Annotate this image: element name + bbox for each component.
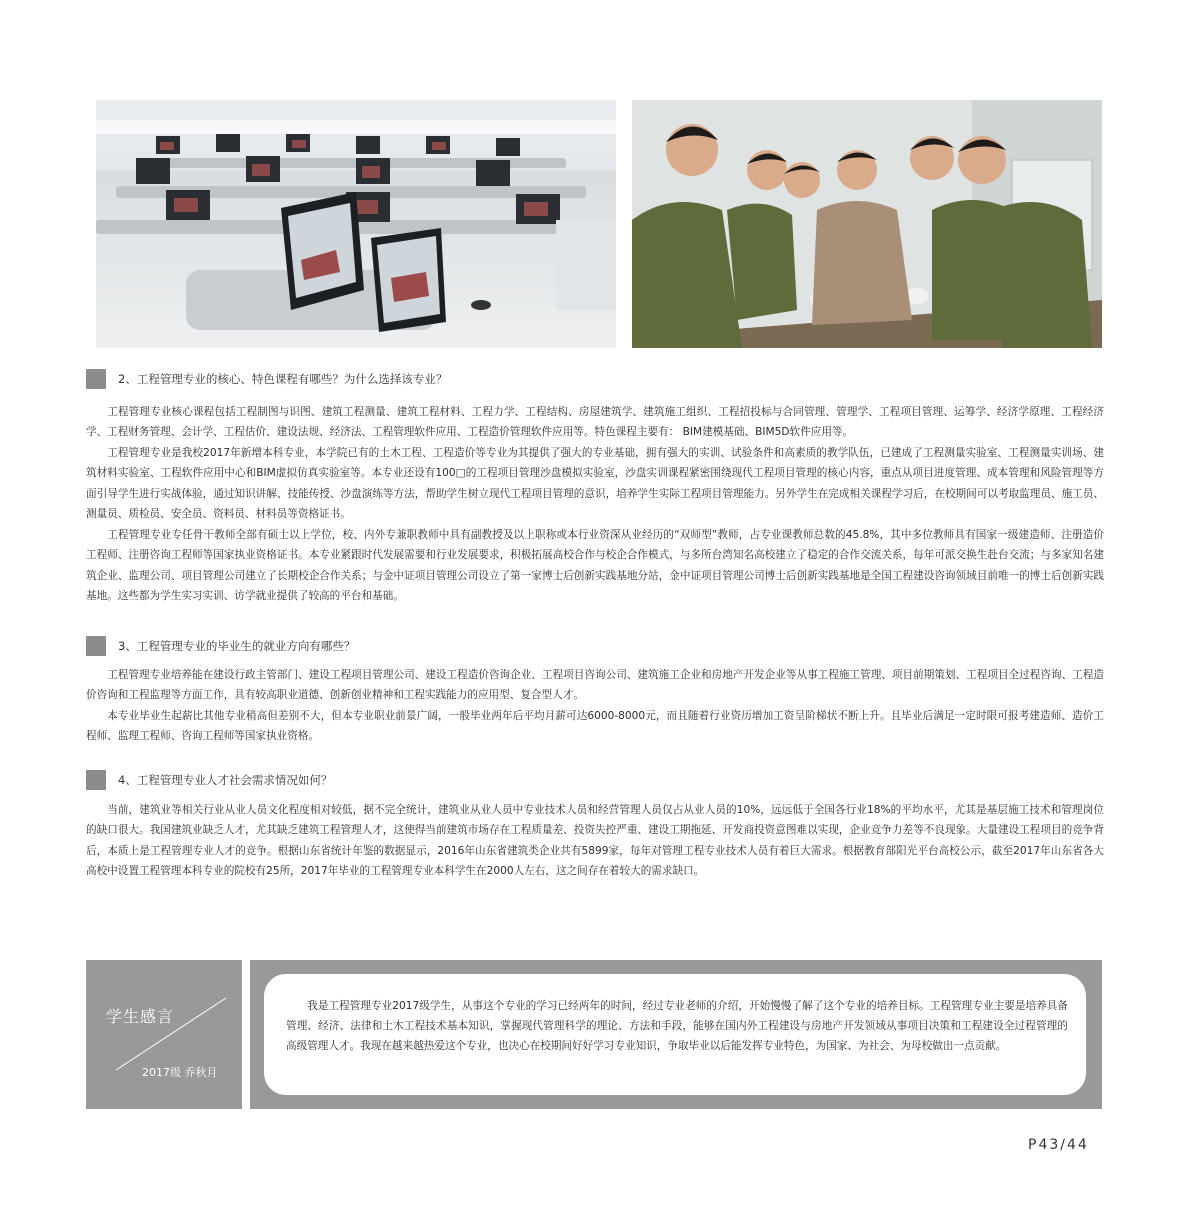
testimonial-card <box>264 974 1086 1095</box>
students-teacher-photo <box>632 100 1102 348</box>
paragraph: 工程管理专业培养能在建设行政主管部门、建设工程项目管理公司、建设工程造价咨询企业、工程项目咨询公司、建筑施工企业和房地产开发企业等从事工程施工管理、项目前期策划、工程项目全过程咨询、工程造价咨询和工程监理等方面工作，具有较高职业道德、创新创业精神和工程实践能力的应用型、复合型人才。 <box>86 669 1104 702</box>
section-marker <box>86 369 106 389</box>
page-number: P43/44 <box>1028 1137 1089 1153</box>
diagonal-slash-decoration <box>86 960 242 1109</box>
paragraph: 当前，建筑业等相关行业从业人员文化程度相对较低，据不完全统计，建筑业从业人员中专业技术人员和经营管理人员仅占从业人员的10%，远远低于全国各行业18%的平均水平，尤其是基层施工技术和管理岗位的缺口很大。我国建筑业缺乏人才，尤其缺乏建筑工程管理人才，这使得当前建筑市场存在工程质量差、投资失控严重、建设工期拖延、开发商投资意图难以实现，企业竞争力差等不良现象。大量建设工程项目的竞争背后，本质上是工程管理专业人才的竞争。根据山东省统计年鉴的数据显示，2016年山东省建筑类企业共有5899家，每年对管理工程专业技术人员有着巨大需求。根据教育部阳光平台高校公示，截至2017年山东省各大高校中设置工程管理本科专业的院校有25所，2017年毕业的工程管理专业本科学生在2000人左右，这之间存在着较大的需求缺口。 <box>86 804 1104 878</box>
section-heading <box>86 770 1106 790</box>
testimonial-title: 学生感言 <box>106 1007 175 1026</box>
section-title: 3、工程管理专业的毕业生的就业方向有哪些？ <box>118 639 356 653</box>
divider <box>242 960 250 1109</box>
section-marker <box>86 636 106 656</box>
section-heading <box>86 369 1106 389</box>
section-heading <box>86 636 1106 656</box>
paragraph: 工程管理专业专任骨干教师全部有硕士以上学位，校、内外专兼职教师中具有副教授及以上职称或本行业资深从业经历的“双师型”教师，占专业课教师总数的45.8%，其中多位教师具有国家一级建造师、注册造价工程师、注册咨询工程师等国家执业资格证书。本专业紧跟时代发展需要和行业发展要求，积极拓展高校合作与校企合作模式，与多所台湾知名高校建立了稳定的合作交流关系，每年可派交换生赴台交流；与多家知名建筑企业、监理公司、项目管理公司建立了长期校企合作关系；与金中证项目管理公司设立了第一家博士后创新实践基地分站，金中证项目管理公司博士后创新实践基地是全国工程建设咨询领域目前唯一的博士后创新实践基地。这些都为学生实习实训、访学就业提供了较高的平台和基础。 <box>86 529 1104 603</box>
paragraph: 工程管理专业是我校2017年新增本科专业，本学院已有的土木工程、工程造价等专业为其提供了强大的专业基础，拥有强大的实训、试验条件和高素质的教学队伍，已建成了工程测量实验室、工程测量实训场、建筑材料实验室、工程软件应用中心和BIM虚拟仿真实验室等。本专业还设有100□的工程项目管理沙盘模拟实验室，沙盘实训课程紧密围绕现代工程项目管理的核心内容，重点从项目进度管理、成本管理和风险管理等方面引导学生进行实战体验，通过知识讲解、技能传授、沙盘演练等方法，帮助学生树立现代工程项目管理的意识，培养学生实际工程项目管理能力。另外学生在完成相关课程学习后，在校期间可以考取监理员、施工员、测量员、质检员、安全员、资料员、材料员等资格证书。 <box>86 447 1104 521</box>
computer-lab-photo <box>96 100 616 348</box>
paragraph: 本专业毕业生起薪比其他专业稍高但差别不大，但本专业职业前景广阔，一般毕业两年后平均月薪可达6000-8000元，而且随着行业资历增加工资呈阶梯状不断上升。且毕业后满足一定时限可报考建造师、造价工程师、监理工程师、咨询工程师等国家执业资格。 <box>86 710 1104 743</box>
section-marker <box>86 770 106 790</box>
testimonial-author: 2017级 乔秋月 <box>142 1066 218 1079</box>
section-title: 2、工程管理专业的核心、特色课程有哪些？为什么选择该专业？ <box>118 372 448 386</box>
paragraph: 工程管理专业核心课程包括工程制图与识图、建筑工程测量、建筑工程材料、工程力学、工程结构、房屋建筑学、建筑施工组织、工程招投标与合同管理、管理学、工程项目管理、运筹学、经济学原理、工程经济学、工程财务管理、会计学、工程估价、建设法规、经济法、工程管理软件应用、工程造价管理软件应用等。特色课程主要有： BIM建模基础、BIM5D软件应用等。 <box>86 406 1104 439</box>
testimonial-text: 我是工程管理专业2017级学生，从事这个专业的学习已经两年的时间，经过专业老师的介绍，开始慢慢了解了这个专业的培养目标。工程管理专业主要是培养具备管理、经济、法律和土木工程技术基本知识，掌握现代管理科学的理论、方法和手段，能够在国内外工程建设与房地产开发领域从事项目决策和工程建设全过程管理的高级管理人才。我现在越来越热爱这个专业，也决心在校期间好好学习专业知识，争取毕业以后能发挥专业特色，为国家、为社会、为母校做出一点贡献。 <box>286 1000 1068 1052</box>
section-title: 4、工程管理专业人才社会需求情况如何？ <box>118 773 333 787</box>
testimonial-box <box>86 960 1102 1109</box>
testimonial-label-panel <box>86 960 242 1109</box>
